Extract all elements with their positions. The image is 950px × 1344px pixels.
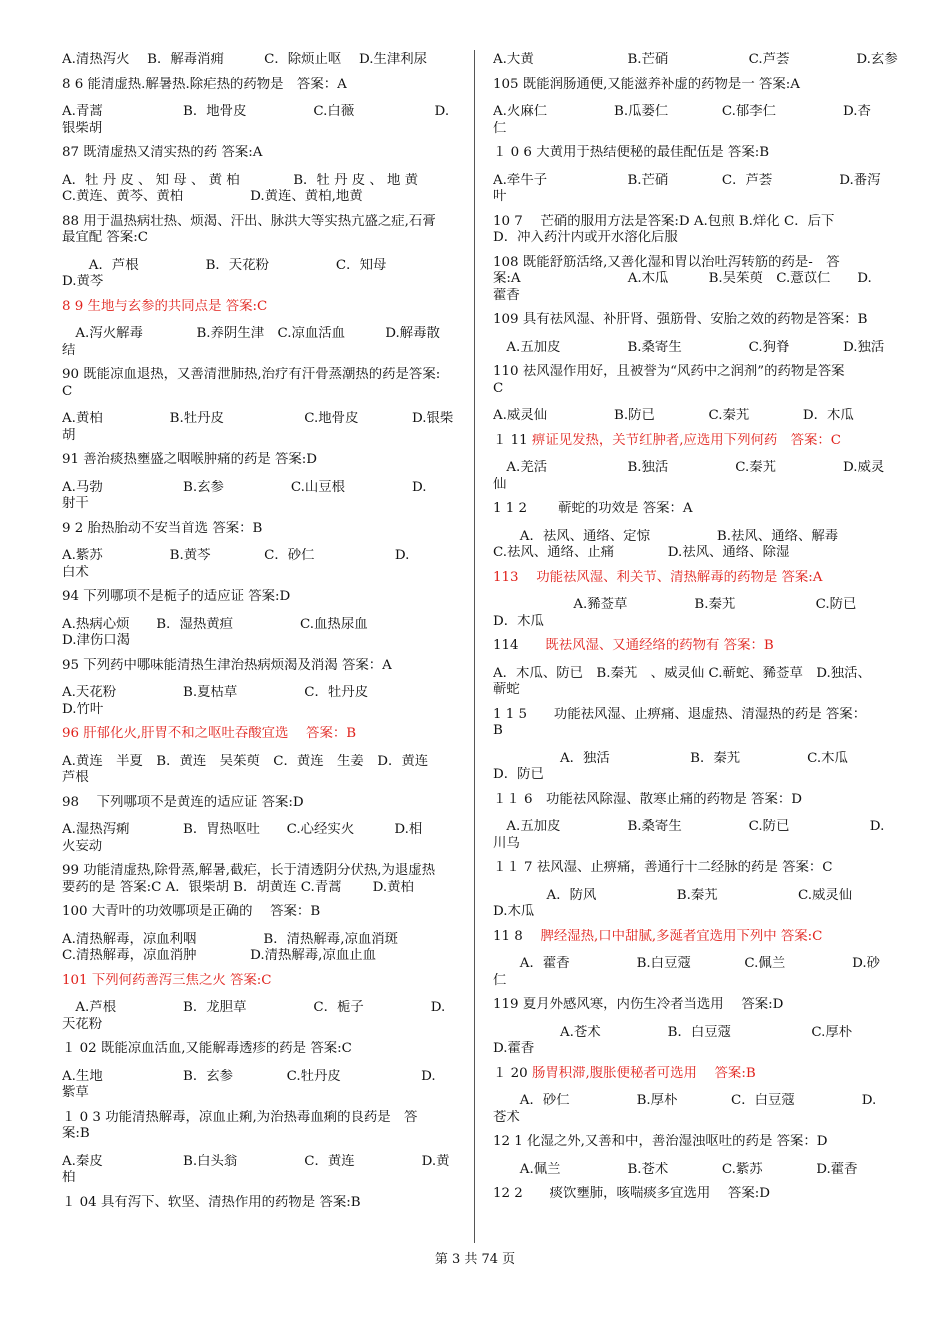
text-line: 108 既能舒筋活络,又善化湿和胃以治吐泻转筋的药是- 答 [493, 254, 840, 270]
text-line: A．砂仁 B.厚朴 C．白豆蔻 D. [493, 1093, 877, 1108]
text-line: A.羌活 B.独活 C.秦艽 D.威灵 [493, 460, 885, 475]
question-text [493, 997, 898, 1014]
text-line: D.竹叶 [62, 701, 104, 717]
text-line: A．木瓜、防已 B.秦艽 、威灵仙 C.蕲蛇、豨莶草 D.独活、 [493, 665, 871, 681]
text-line: 蕲蛇 [493, 682, 520, 697]
question-text [493, 1066, 898, 1083]
text-line: 银柴胡 [62, 120, 103, 136]
question-text [493, 1186, 898, 1203]
text-line: A．防风 B.秦艽 C.威灵仙 [493, 887, 853, 903]
answer-options [493, 1093, 898, 1126]
text-line: 113 功能祛风湿、利关节、清热解毒的药物是 答案:A [493, 569, 823, 585]
question-text [493, 433, 898, 450]
text-line: C.黄连、黄芩、黄柏 D.黄连、黄柏,地黄 [62, 189, 363, 204]
answer-options [62, 1069, 467, 1102]
question-text [62, 795, 467, 812]
answer-options [493, 460, 898, 493]
answer-options [62, 754, 467, 787]
text-line: A．独活 B．秦艽 C.木瓜 [493, 750, 848, 766]
answer-options [62, 822, 467, 855]
question-text [493, 312, 898, 329]
question-text [493, 860, 898, 877]
question-text [62, 589, 467, 606]
text-line: A.黄柏 B.牡丹皮 C.地骨皮 D.银柴 [62, 411, 454, 426]
text-line: 87 既清虚热又清实热的药 答案:A [62, 145, 263, 160]
question-text [493, 638, 898, 655]
text-line: 紫草 [62, 1085, 89, 1100]
text-line: 109 具有祛风湿、补肝肾、强筋骨、安胎之效的药物是答案：B [493, 312, 868, 327]
question-text [493, 77, 898, 94]
answer-options [493, 597, 898, 630]
text-line: 叶 [493, 189, 507, 204]
text-line: 仁 [493, 120, 507, 136]
answer-options [62, 932, 467, 965]
text-line: 94 下列哪项不是栀子的适应证 答案:D [62, 589, 291, 604]
answer-options [493, 408, 898, 425]
text-line: A.大黄 B.芒硝 C.芦荟 D.玄参 [493, 52, 898, 67]
text-line: 胡 [62, 427, 76, 443]
left-column [62, 52, 467, 1211]
column-divider [474, 50, 475, 1243]
text-line: A.佩兰 B.苍术 C.紫苏 D.藿香 [493, 1161, 858, 1177]
text-line: 8 6 能清虚热.解暑热.除疟热的药物是 答案：A [62, 76, 347, 92]
answer-options [62, 173, 467, 206]
answer-options [62, 617, 467, 650]
text-line: 仙 [493, 476, 507, 492]
text-line: A.紫苏 B.黄芩 C．砂仁 D. [62, 548, 410, 563]
question-text [493, 792, 898, 809]
text-line: C.清热解毒，凉血消肿 D.清热解毒,凉血止血 [62, 948, 376, 963]
text-line: １ 11 痹证见发热，关节红肿者,应选用下列何药 答案：C [493, 432, 842, 448]
text-line: D.黄芩 [62, 274, 104, 289]
text-line: 川乌 [493, 835, 520, 851]
question-text [62, 1195, 467, 1212]
question-text [493, 570, 898, 587]
text-line: A.五加皮 B.桑寄生 C.防已 D. [493, 819, 885, 834]
text-line: 案:B [62, 1126, 90, 1141]
answer-options [62, 685, 467, 718]
text-line: D．防已 [493, 767, 544, 782]
text-line: A.火麻仁 B.瓜蒌仁 C.郁李仁 D.杏 [493, 104, 871, 119]
question-text [62, 452, 467, 469]
text-line: A.黄连 半夏 B．黄连 吴茱萸 C．黄连 生姜 D．黄连 [62, 753, 429, 769]
answer-options [493, 666, 898, 699]
question-text [62, 1110, 467, 1143]
text-line: 1 1 2 蕲蛇的功效是 答案：A [493, 501, 693, 516]
question-text [62, 973, 467, 990]
text-line: １ 04 具有泻下、软坚、清热作用的药物是 答案:B [62, 1194, 361, 1210]
question-text [62, 367, 467, 400]
text-line: 案:A A.木瓜 B.吴茱萸 C.薏苡仁 D. [493, 271, 872, 286]
text-line: 100 大青叶的功效哪项是正确的 答案：B [62, 904, 321, 919]
text-line: C [62, 383, 73, 399]
question-text [493, 364, 898, 397]
page-footer: 第 3 共 74 页 [434, 1252, 516, 1267]
text-line: 11 8 脾经湿热,口中甜腻,多涎者宜选用下列中 答案:C [493, 928, 823, 944]
text-line: 119 夏月外感风寒，内伤生冷者当选用 答案:D [493, 997, 784, 1012]
text-line: 藿香 [493, 287, 520, 303]
text-line: D.木瓜 [493, 904, 535, 919]
text-line: B [493, 723, 503, 738]
text-line: A.清热解毒，凉血利咽 B．清热解毒,凉血消斑 [62, 931, 399, 947]
text-line: 火妄动 [62, 838, 103, 854]
question-text [62, 145, 467, 162]
text-line: C [493, 380, 504, 396]
question-text [62, 521, 467, 538]
text-line: 柏 [62, 1170, 76, 1185]
answer-options [493, 104, 898, 137]
answer-options [62, 548, 467, 581]
question-text [62, 214, 467, 247]
question-text [493, 255, 898, 305]
right-column [493, 52, 898, 1203]
answer-options [493, 819, 898, 852]
text-line: D．冲入药汁内或开水溶化后服 [493, 230, 678, 245]
question-text [62, 658, 467, 675]
text-line: 9 2 胎热胎动不安当首选 答案：B [62, 520, 263, 536]
answer-options [493, 1162, 898, 1179]
text-line: A．芦根 B．天花粉 C．知母 [62, 257, 387, 273]
question-text [62, 299, 467, 316]
question-text [62, 77, 467, 94]
answer-options [493, 1025, 898, 1058]
answer-options [493, 751, 898, 784]
text-line: 结 [62, 342, 76, 358]
answer-options [493, 529, 898, 562]
text-line: １１ 7 祛风湿、止痹痛，善通行十二经脉的药是 答案：C [493, 860, 833, 875]
text-line: 114 既祛风湿、又通经络的药物有 答案：B [493, 638, 774, 653]
text-line: 仁 [493, 972, 507, 988]
text-line: 1 1 5 功能祛风湿、止痹痛、退虚热、清湿热的药是 答案： [493, 706, 867, 722]
text-line: 天花粉 [62, 1016, 103, 1032]
text-line: A.天花粉 B.夏枯草 C．牡丹皮 [62, 685, 369, 700]
answer-options [62, 1154, 467, 1187]
question-text [62, 863, 467, 896]
text-line: 最宜配 答案:C [62, 230, 148, 245]
answer-options [493, 173, 898, 206]
question-text [493, 501, 898, 518]
answer-options [62, 258, 467, 291]
text-line: 12 1 化湿之外,又善和中，善治湿浊呕吐的药是 答案：D [493, 1134, 828, 1149]
question-text [493, 707, 898, 740]
text-line: 8 9 生地与玄参的共同点是 答案:C [62, 298, 268, 314]
text-line: A.豨莶草 B.秦艽 C.防已 [493, 597, 857, 612]
text-line: 91 善治痰热壅盛之咽喉肿痛的药是 答案:D [62, 452, 318, 467]
text-line: １ 20 肠胃积滞,腹胀便秘者可选用 答案:B [493, 1065, 756, 1081]
question-text [493, 145, 898, 162]
text-line: A.清热泻火 B．解毒消痈 C．除烦止呕 D.生津利尿 [62, 52, 428, 67]
text-line: 芦根 [62, 770, 89, 785]
text-line: 95 下列药中哪味能清热生津治热病烦渴及消渴 答案：A [62, 657, 392, 673]
text-line: A.马勃 B.玄参 C.山豆根 D. [62, 479, 427, 495]
text-line: A.芦根 B．龙胆草 C．栀子 D. [62, 1000, 446, 1015]
question-text [493, 1134, 898, 1151]
question-text [62, 904, 467, 921]
text-line: 10 7 芒硝的服用方法是答案:D A.包煎 B.烊化 C．后下 [493, 213, 835, 229]
text-line: 101 下列何药善泻三焦之火 答案:C [62, 972, 272, 988]
answer-options [62, 104, 467, 137]
answer-options [493, 888, 898, 921]
text-line: 射干 [62, 496, 89, 511]
text-line: １ 0 6 大黄用于热结便秘的最佳配伍是 答案:B [493, 145, 770, 160]
text-line: 88 用于温热病壮热、烦渴、汗出、脉洪大等实热亢盛之症,石膏 [62, 213, 436, 229]
text-line: 98 下列哪项不是黄连的适应证 答案:D [62, 794, 304, 810]
text-line: 白术 [62, 564, 89, 580]
text-line: A.苍术 B．白豆蔻 C.厚朴 [493, 1024, 853, 1040]
answer-options [62, 326, 467, 359]
text-line: A.青蒿 B．地骨皮 C.白薇 D. [62, 104, 450, 119]
text-line: A.五加皮 B.桑寄生 C.狗脊 D.独活 [493, 339, 885, 355]
text-line: 99 功能清虚热,除骨蒸,解暑,截疟，长于清透阴分伏热,为退虚热 [62, 863, 436, 878]
answer-options [493, 340, 898, 357]
answer-options [62, 480, 467, 513]
text-line: D．木瓜 [493, 613, 544, 629]
text-line: A.秦皮 B.白头翁 C．黄连 D.黄 [62, 1153, 450, 1169]
text-line: A．祛风、通络、定惊 B.祛风、通络、解毒 [493, 528, 839, 544]
question-text [62, 1041, 467, 1058]
text-line: 96 肝郁化火,肝胃不和之呕吐吞酸宜选 答案：B [62, 726, 357, 741]
text-line: A.生地 B．玄参 C.牡丹皮 D. [62, 1068, 436, 1084]
text-line: 105 既能润肠通便,又能滋养补虚的药物是一 答案:A [493, 76, 800, 92]
answer-options [493, 52, 898, 69]
question-text [62, 726, 467, 743]
text-line: A．藿香 B.白豆蔻 C.佩兰 D.砂 [493, 956, 881, 971]
text-line: A.泻火解毒 B.养阴生津 C.凉血活血 D.解毒散 [62, 326, 440, 341]
text-line: A.威灵仙 B.防已 C.秦艽 D．木瓜 [493, 408, 854, 423]
text-line: １ 02 既能凉血活血,又能解毒透疹的药是 答案:C [62, 1041, 352, 1056]
text-line: １ 0 3 功能清热解毒，凉血止痢,为治热毒血痢的良药是 答 [62, 1109, 418, 1125]
text-line: D.藿香 [493, 1041, 535, 1056]
text-line: D.津伤口渴 [62, 633, 131, 648]
answer-options [62, 1000, 467, 1033]
text-line: A.牵牛子 B.芒硝 C．芦荟 D.番泻 [493, 172, 881, 188]
question-text [493, 214, 898, 247]
answer-options [493, 956, 898, 989]
text-line: A．牡 丹 皮 、 知 母 、 黄 柏 B．牡 丹 皮 、 地 黄 [62, 172, 419, 188]
text-line: 110 祛风湿作用好，且被誉为“风药中之润剂”的药物是答案 [493, 364, 845, 379]
text-line: C.祛风、通络、止痛 D.祛风、通络、除湿 [493, 545, 790, 560]
question-text [493, 929, 898, 946]
text-line: 苍术 [493, 1109, 520, 1125]
text-line: 90 既能凉血退热，又善清泄肺热,治疗有汗骨蒸潮热的药是答案: [62, 367, 441, 382]
text-line: A.湿热泻痢 B．胃热呕吐 C.心经实火 D.相 [62, 822, 423, 837]
text-line: １１ 6 功能祛风除湿、散寒止痛的药物是 答案：D [493, 791, 802, 807]
text-line: A.热病心烦 B．湿热黄疸 C.血热尿血 [62, 616, 368, 632]
answer-options [62, 52, 467, 69]
text-line: 12 2 痰饮壅肺，咳喘痰多宜选用 答案:D [493, 1186, 770, 1201]
text-line: 要药的是 答案:C A．银柴胡 B．胡黄连 C.青蒿 D.黄柏 [62, 879, 414, 895]
answer-options [62, 411, 467, 444]
